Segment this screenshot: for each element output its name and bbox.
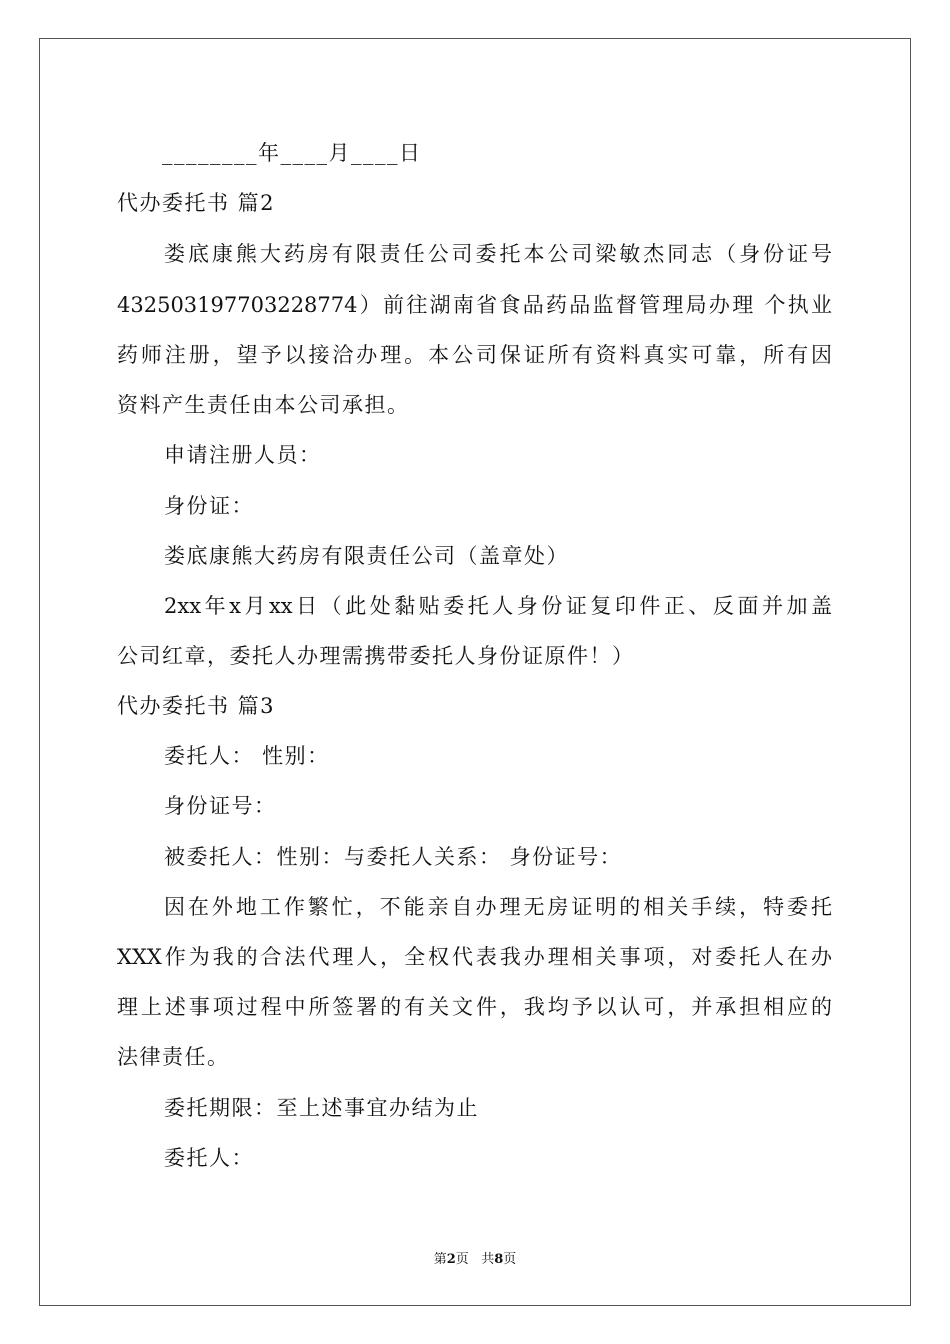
total-pages: 8 — [494, 1252, 504, 1267]
page-number: 2 — [446, 1252, 456, 1267]
paragraph-line: 公司红章，委托人办理需携带委托人身份证原件！） — [117, 644, 635, 668]
paragraph-line: XXX作为我的合法代理人，全权代表我办理相关事项，对委托人在办 — [117, 945, 832, 969]
section-heading-2: 代办委托书 篇2 — [117, 191, 276, 215]
total-suffix: 页 — [503, 1252, 517, 1267]
paragraph-line: 药师注册，望予以接洽办理。本公司保证所有资料真实可靠，所有因 — [117, 343, 832, 367]
paragraph-line: 法律责任。 — [117, 1045, 230, 1069]
field-applicant: 申请注册人员： — [164, 443, 322, 467]
field-principal-signature: 委托人： — [164, 1146, 254, 1170]
section-heading-3: 代办委托书 篇3 — [117, 694, 276, 718]
paragraph-line: 2xx年x月xx日（此处黏贴委托人身份证复印件正、反面并加盖 — [164, 594, 832, 618]
field-term: 委托期限：至上述事宜办结为止 — [164, 1096, 479, 1120]
field-agent: 被委托人：性别：与委托人关系： 身份证号： — [164, 845, 623, 869]
paragraph-line: 432503197703228774）前往湖南省食品药品监督管理局办理 个执业 — [117, 293, 832, 317]
page-suffix: 页 — [455, 1252, 469, 1267]
paragraph-line: 因在外地工作繁忙，不能亲自办理无房证明的相关手续，特委托 — [164, 895, 832, 919]
field-id-card: 身份证： — [164, 494, 254, 518]
paragraph-line: 理上述事项过程中所签署的有关文件，我均予以认可，并承担相应的 — [117, 995, 832, 1019]
field-id-number: 身份证号： — [164, 794, 277, 818]
field-principal: 委托人： 性别： — [164, 744, 330, 768]
total-prefix: 共 — [481, 1252, 495, 1267]
paragraph-line: 资料产生责任由本公司承担。 — [117, 393, 410, 417]
date-line: ________年____月____日 — [162, 141, 422, 165]
paragraph-line: 娄底康熊大药房有限责任公司委托本公司梁敏杰同志（身份证号 — [164, 242, 832, 266]
page-prefix: 第 — [433, 1252, 447, 1267]
company-seal-line: 娄底康熊大药房有限责任公司（盖章处） — [164, 544, 569, 568]
page-footer — [0, 1248, 950, 1267]
